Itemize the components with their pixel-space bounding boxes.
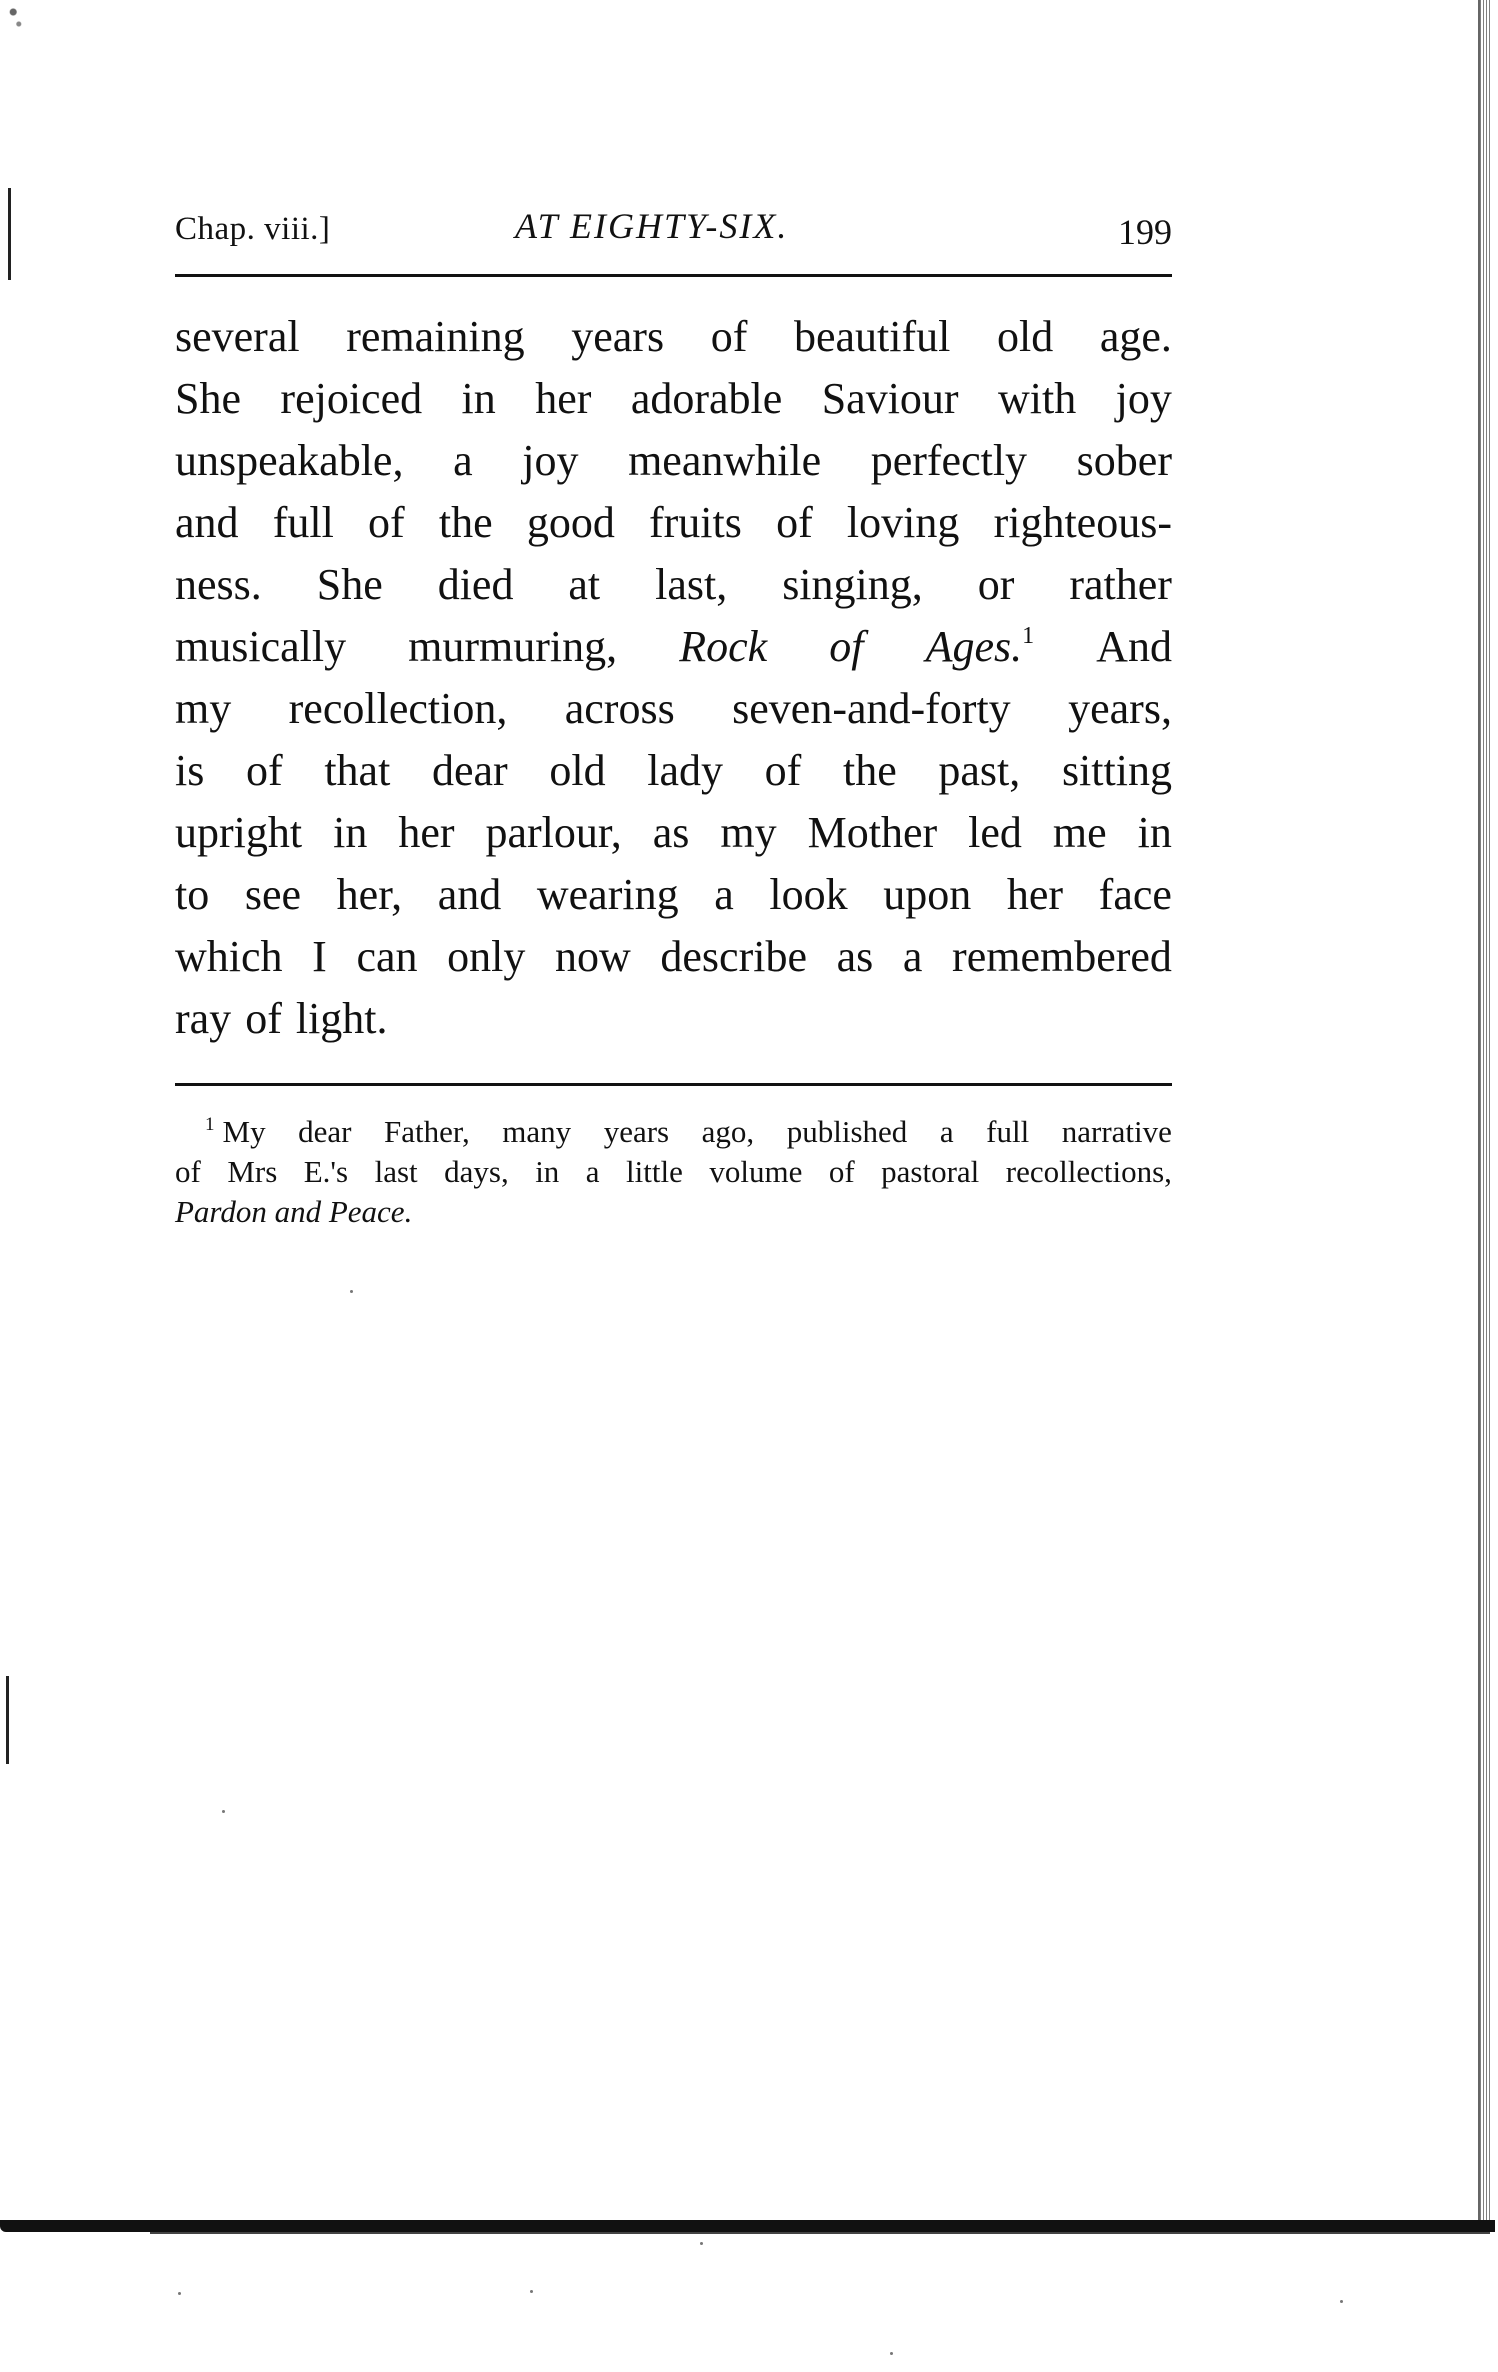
word: Ages. [925,622,1023,671]
word: in [535,1154,560,1189]
word: see [244,870,302,919]
word: a [939,1114,954,1149]
word: of [710,312,748,361]
word: her, [336,870,403,919]
word: I [312,932,327,981]
word: in [1137,808,1172,857]
word: years [603,1114,670,1149]
page-edge-bottom [0,2220,1495,2232]
word: volume [709,1154,803,1189]
scan-edge-mark-bottom [6,1676,9,1764]
word: recollections, [1005,1154,1172,1189]
word: pastoral [881,1154,980,1189]
word: rather [1069,560,1172,609]
footnote [175,1112,1172,1232]
scan-speck [530,2290,533,2293]
word: dear [431,746,508,795]
word: days, [444,1154,509,1189]
text-line [175,430,1172,492]
word: murmuring, [408,622,618,671]
text-line [175,988,1172,1050]
header-rule [175,274,1172,277]
word: good [526,498,615,547]
chapter-title: AT EIGHTY-SIX. [515,206,789,246]
page-edge-right [1478,0,1490,2230]
word: a [585,1154,600,1189]
word: my [175,684,232,733]
word: a [902,932,923,981]
book-title: Pardon and Peace. [175,1194,413,1229]
scan-speck [1340,2300,1343,2303]
word: at [568,560,601,609]
word [205,1112,266,1152]
running-head [175,205,1172,261]
word: can [356,932,418,981]
word: remaining [346,312,525,361]
word: with [998,374,1077,423]
word: light. [295,994,388,1043]
word: now [554,932,631,981]
word: or [977,560,1015,609]
word: across [564,684,675,733]
word: loving [846,498,960,547]
word: fruits [649,498,742,547]
word: Mother [807,808,938,857]
word: her [1006,870,1064,919]
word: of [245,994,282,1043]
word: published [786,1114,908,1149]
word: sitting [1061,746,1172,795]
word: to [175,870,210,919]
word: that [324,746,391,795]
scan-speck-corner [2,0,30,40]
word: beautiful [793,312,951,361]
word: She [175,374,241,423]
page-edge-bottom-shadow [150,2232,1490,2234]
word: old [997,312,1054,361]
word: Mrs [227,1154,278,1189]
word: led [968,808,1022,857]
word: ago, [701,1114,755,1149]
word: many [502,1114,572,1149]
scan-speck [178,2292,181,2295]
word: E.'s [303,1154,349,1189]
word: joy [1115,374,1172,423]
word: the [842,746,897,795]
text-line [175,368,1172,430]
word: years [571,312,665,361]
word: her [398,808,455,857]
word: of [368,498,405,547]
page-number: 199 [1118,212,1172,252]
word: full [986,1114,1030,1149]
word: ray [175,994,232,1043]
word: as [652,808,690,857]
footnote-line [175,1152,1172,1192]
word: wearing [536,870,679,919]
word: in [333,808,368,857]
word: sober [1076,436,1172,485]
word: look [769,870,848,919]
word: And [1096,622,1172,671]
scan-speck [700,2242,703,2245]
word: of [246,746,283,795]
word: face [1098,870,1172,919]
word: little [626,1154,683,1189]
word: the [438,498,493,547]
word: ness. [175,560,262,609]
text-line [175,864,1172,926]
word: upright [175,808,303,857]
word: remembered [952,932,1172,981]
word: and [175,498,239,547]
word: recollection, [288,684,508,733]
word: and [437,870,502,919]
word: Father, [384,1114,470,1149]
text-line [175,306,1172,368]
word: past, [938,746,1021,795]
word: years, [1068,684,1172,733]
word: her [535,374,592,423]
word: my [720,808,777,857]
scan-speck [350,1290,353,1293]
text-line [175,678,1172,740]
word: of [829,622,864,671]
text-line [175,492,1172,554]
word: Rock [679,622,768,671]
word: narrative [1061,1114,1172,1149]
chapter-label: Chap. viii.] [175,211,331,247]
word: in [461,374,496,423]
word: She [316,560,383,609]
word: seven-and-forty [732,684,1011,733]
word: perfectly [870,436,1028,485]
word: last, [655,560,728,609]
word: dear [298,1114,352,1149]
word: which [175,932,283,981]
scan-speck [890,2352,893,2355]
word: of [764,746,802,795]
word: Saviour [821,374,959,423]
word: a [453,436,473,485]
text-line [175,802,1172,864]
word: died [437,560,514,609]
word: musically [175,622,347,671]
word: is [175,746,205,795]
word-with-footnote [926,616,1035,678]
word: upon [883,870,972,919]
word: only [447,932,526,981]
word: me [1052,808,1107,857]
word: age. [1099,312,1172,361]
text-line [175,740,1172,802]
word: old [549,746,606,795]
footnote-marker: 1 [205,1114,215,1135]
footnote-line [175,1192,1172,1232]
footnote-line [175,1112,1172,1152]
word: full [272,498,334,547]
text-line [175,616,1172,678]
word: rejoiced [280,374,423,423]
word: describe [660,932,807,981]
word: meanwhile [628,436,822,485]
word: My [222,1114,266,1149]
word: a [714,870,734,919]
word: of [776,498,813,547]
body-text [175,306,1172,1050]
word: lady [647,746,723,795]
word: of [175,1154,201,1189]
text-line [175,554,1172,616]
scan-edge-mark-top [8,188,11,280]
scan-speck [222,1810,225,1813]
word: last [374,1154,418,1189]
word: as [836,932,874,981]
word: unspeakable, [175,436,404,485]
footnote-reference[interactable]: 1 [1022,623,1035,649]
text-line [175,926,1172,988]
word: singing, [782,560,923,609]
word: joy [522,436,579,485]
word: parlour, [485,808,622,857]
word: several [175,312,300,361]
word: of [828,1154,855,1189]
word: righteous- [993,498,1172,547]
word: adorable [630,374,783,423]
footnote-rule [175,1083,1172,1086]
